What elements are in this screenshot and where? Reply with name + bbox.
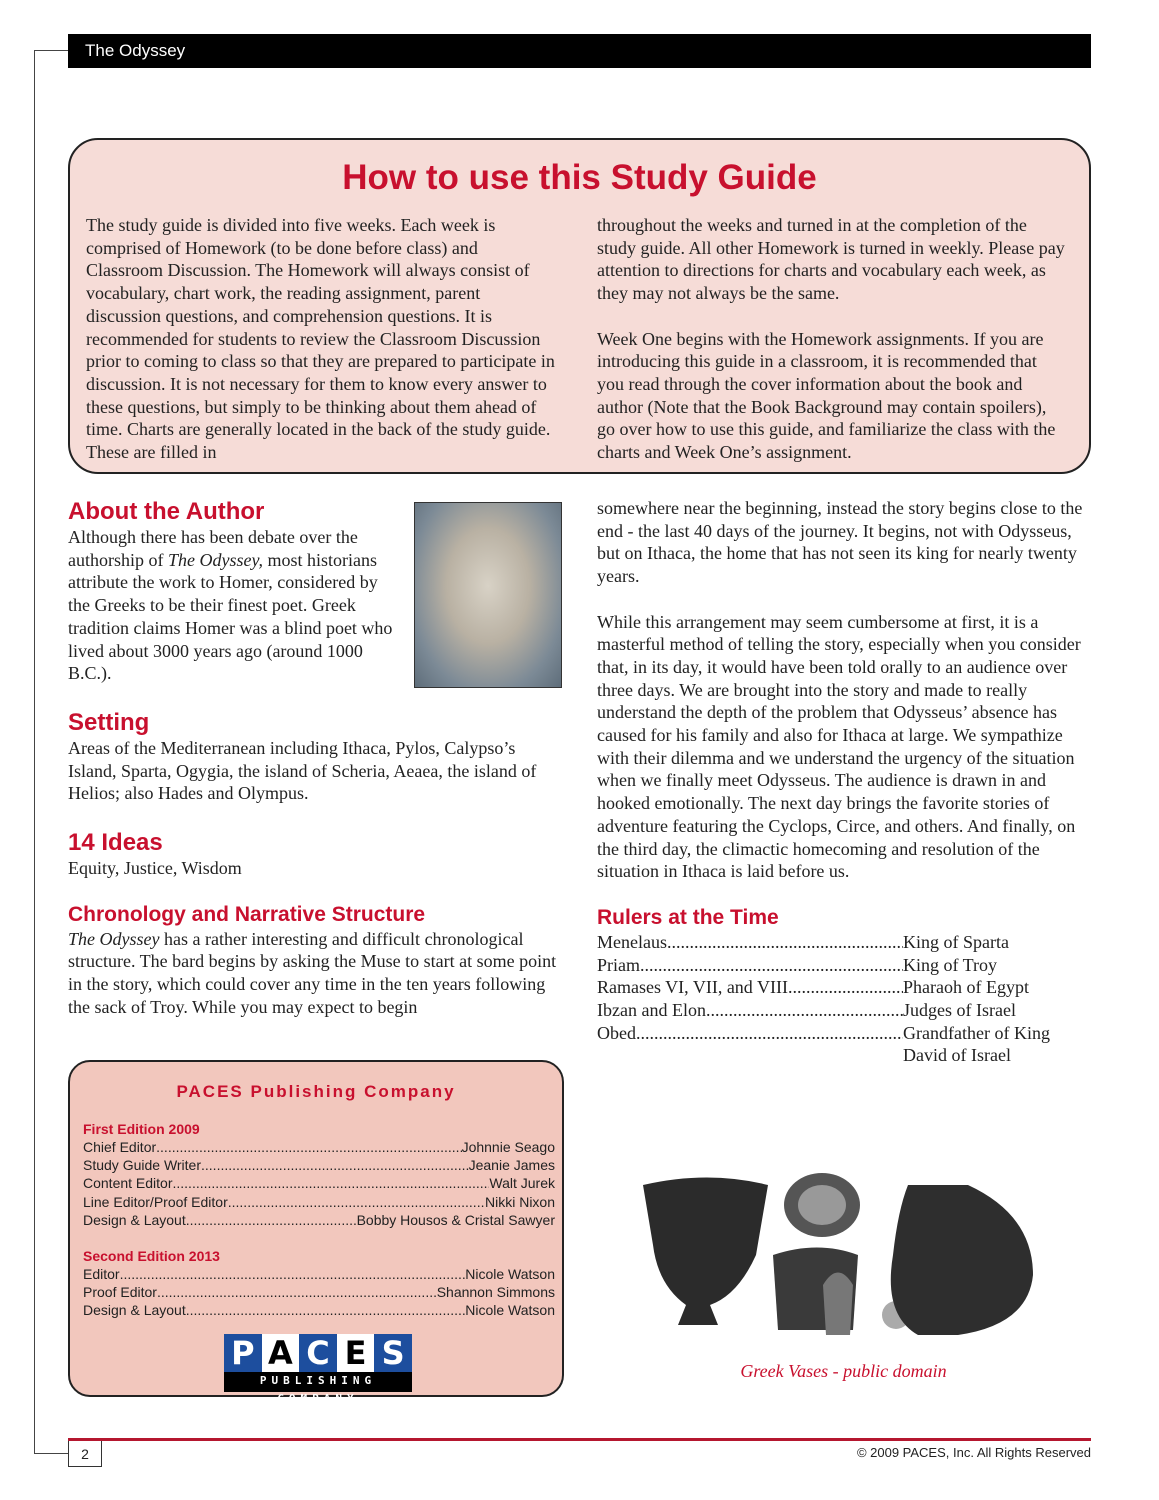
chronology-text: The Odyssey has a rather interesting and difficult chronological structure. The bard begins by asking the Muse to start at some point in the story, which could cover any time in the ten years following the sack of Troy. While you may expect to begin bbox=[68, 928, 557, 1017]
second-edition-heading: Second Edition 2013 bbox=[83, 1248, 220, 1265]
dot-leader bbox=[186, 1211, 357, 1229]
credit-row bbox=[83, 1211, 555, 1229]
dot-leader bbox=[173, 1174, 490, 1192]
chronology-continued-1: somewhere near the beginning, instead the story begins close to the end - the last 40 days of the journey. It begins, not with Odysseus, but on Ithaca, the home that has not seen its king for nearly twenty years. bbox=[597, 498, 1083, 587]
setting-heading: Setting bbox=[68, 708, 150, 736]
first-edition-heading: First Edition 2009 bbox=[83, 1121, 200, 1137]
author-text: Although there has been debate over the authorship of The Odyssey, most historians attribute the work to Homer, considered by the Greeks to be their finest poet. Greek tradition claims Homer was a blind poet who lived about 3000 years ago (around 1000 B.C.). bbox=[68, 527, 393, 684]
footer-rule bbox=[68, 1438, 1091, 1441]
ruler-name: Ramases VI, VII, and VIII bbox=[597, 977, 788, 998]
logo-letter: E bbox=[337, 1334, 375, 1372]
credit-role: Study Guide Writer bbox=[83, 1157, 202, 1174]
ruler-row bbox=[597, 1022, 1090, 1067]
guide-right-text-2: Week One begins with the Homework assignments. If you are introducing this guide in a classroom, it is recommended that you read through the cover information about the book and author (Note that the Book Background may contain spoilers), go over how to use this guide, and familiarize the class with the charts and Week One’s assignment. bbox=[597, 328, 1056, 463]
logo-letter: C bbox=[299, 1334, 337, 1372]
chronology-continued-2: While this arrangement may seem cumbersome at first, it is a masterful method of telling the story, especially when you consider that, in its day, it would have been told orally to an audience over three days. We are brought into the story and made to really understand the depth of the problem that Odysseus’ absence has caused for his family and also for Ithaca at large. We sympathize with their dilemma and we understand the urgency of the situation when we finally meet Odysseus. The audience is drawn in and hooked emotionally. The next day brings the favorite stories of adventure featuring the Cyclops, Circe, and others. And finally, on the third day, the climactic homecoming and resolution of the situation in Ithaca is laid before us. bbox=[597, 611, 1081, 882]
credit-row bbox=[83, 1283, 555, 1301]
credit-row bbox=[83, 1193, 555, 1211]
header-bar bbox=[68, 34, 1091, 68]
dot-leader bbox=[156, 1138, 461, 1156]
greek-vases-image bbox=[638, 1165, 1050, 1350]
ruler-role: King of Troy bbox=[903, 954, 998, 975]
credit-name: Bobby Housos & Cristal Sawyer bbox=[356, 1211, 555, 1228]
credit-name: Johnnie Seago bbox=[461, 1139, 555, 1155]
credit-name: Nikki Nixon bbox=[484, 1193, 555, 1210]
credit-role: Design & Layout bbox=[83, 1211, 186, 1228]
guide-left-text: The study guide is divided into five weeks. Each week is comprised of Homework (to be done before class) and Classroom Discussion. The Homework will always consist of vocabulary, chart work, the reading assignment, parent discussion questions, and comprehension questions. It is recommended for students to review the Classroom Discussion prior to coming to class so that they are prepared to participate in discussion. It is not necessary for them to know every answer to these questions, but simply to be thinking about them ahead of time. Charts are generally located in the back of the study guide. These are filled in bbox=[86, 215, 555, 463]
ruler-role: Grandfather of King David of Israel bbox=[903, 1022, 1050, 1066]
credit-name: Nicole Watson bbox=[465, 1302, 555, 1319]
credit-name: Walt Jurek bbox=[489, 1175, 555, 1192]
credit-name: Shannon Simmons bbox=[436, 1284, 555, 1301]
page-number: 2 bbox=[68, 1441, 102, 1467]
guide-title: How to use this Study Guide bbox=[342, 158, 817, 197]
credit-row bbox=[83, 1301, 555, 1319]
logo-letter: S bbox=[374, 1334, 412, 1372]
credit-name: Jeanie James bbox=[468, 1157, 555, 1174]
credit-role: Proof Editor bbox=[83, 1284, 157, 1301]
credits-title: PACES Publishing Company bbox=[176, 1082, 456, 1101]
ideas-text: Equity, Justice, Wisdom bbox=[68, 858, 242, 879]
ruler-row bbox=[597, 999, 1090, 1022]
author-heading: About the Author bbox=[68, 498, 265, 525]
ruler-role: Judges of Israel bbox=[903, 1000, 1016, 1021]
ideas-heading: 14 Ideas bbox=[68, 829, 163, 857]
credit-row bbox=[83, 1156, 555, 1174]
logo-letter: P bbox=[224, 1334, 262, 1372]
dot-leader bbox=[228, 1193, 485, 1211]
dot-leader bbox=[157, 1283, 437, 1301]
credit-role: Chief Editor bbox=[83, 1139, 157, 1155]
dot-leader bbox=[201, 1156, 469, 1174]
rulers-list bbox=[597, 931, 1090, 1067]
credit-row bbox=[83, 1265, 555, 1283]
guide-right-text-1: throughout the weeks and turned in at the completion of the study guide. All other Homework is turned in weekly. Please pay attention to directions for charts and vocabulary each week, as they may not always be the same. bbox=[597, 215, 1065, 304]
ruler-name: Ibzan and Elon bbox=[597, 1000, 706, 1021]
credit-row bbox=[83, 1138, 555, 1156]
credit-role: Content Editor bbox=[83, 1175, 173, 1192]
credit-role: Design & Layout bbox=[83, 1302, 186, 1319]
ruler-row bbox=[597, 954, 1090, 977]
rulers-heading: Rulers at the Time bbox=[597, 905, 779, 929]
copyright: © 2009 PACES, Inc. All Rights Reserved bbox=[856, 1445, 1091, 1460]
chronology-heading: Chronology and Narrative Structure bbox=[68, 902, 426, 926]
book-title: The Odyssey bbox=[85, 41, 186, 60]
setting-text: Areas of the Mediterranean including Ithaca, Pylos, Calypso’s Island, Sparta, Ogygia, the island of Scheria, Aeaea, the island of Helios; also Hades and Olympus. bbox=[68, 737, 537, 804]
study-guide-box bbox=[68, 138, 1091, 474]
paces-logo: P A C E S PUBLISHING COMPANY bbox=[224, 1334, 412, 1392]
ruler-row bbox=[597, 976, 1090, 999]
ruler-name: Obed bbox=[597, 1022, 636, 1043]
page-bracket bbox=[34, 50, 68, 1454]
homer-bust-image bbox=[414, 502, 562, 688]
ruler-row bbox=[597, 931, 1090, 954]
ruler-role: Pharaoh of Egypt bbox=[903, 977, 1029, 998]
credit-row bbox=[83, 1174, 555, 1192]
credit-role: Editor bbox=[83, 1266, 120, 1283]
ruler-role: King of Sparta bbox=[903, 931, 1009, 952]
credit-name: Nicole Watson bbox=[465, 1266, 555, 1283]
credit-role: Line Editor/Proof Editor bbox=[83, 1193, 228, 1210]
credits-box bbox=[68, 1060, 564, 1405]
ruler-name: Menelaus bbox=[597, 931, 667, 952]
ruler-name: Priam bbox=[597, 954, 640, 975]
image-caption: Greek Vases - public domain bbox=[740, 1361, 947, 1381]
dot-leader bbox=[120, 1265, 466, 1283]
logo-letter: A bbox=[262, 1334, 300, 1372]
dot-leader bbox=[186, 1301, 466, 1319]
